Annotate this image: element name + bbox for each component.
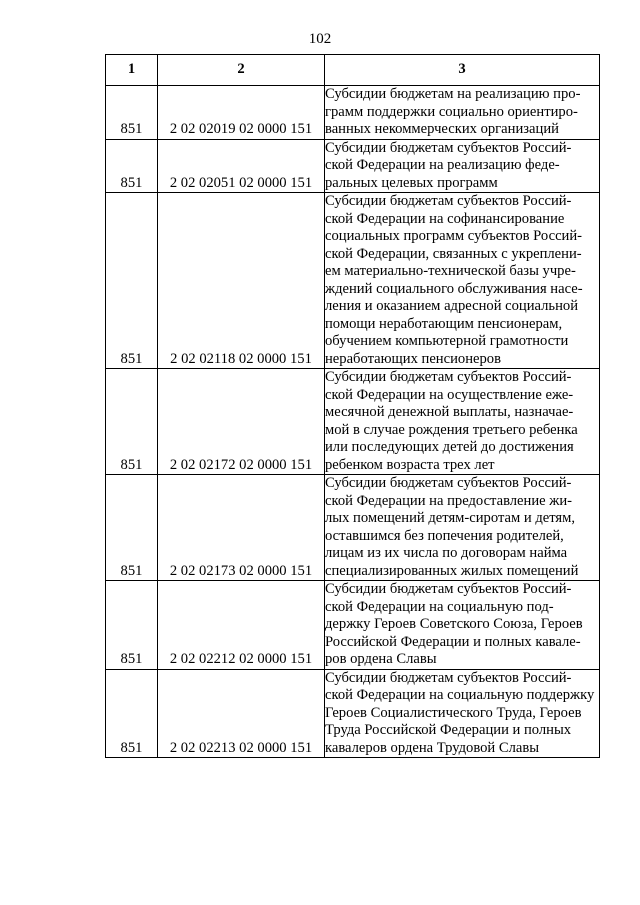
table-row: [106, 669, 600, 758]
table-header-row: [106, 55, 600, 86]
table-row: [106, 475, 600, 581]
description-line: кавалеров ордена Трудовой Славы: [325, 739, 540, 756]
description-line: ской Федерации, связанных с укреплени-: [325, 245, 582, 262]
description-line: ления и оказанием адресной социальной: [325, 298, 579, 314]
budget-classification-code-cell: 2 02 02019 02 0000 151: [158, 86, 325, 140]
description-line: Субсидии бюджетам субъектов Россий-: [325, 139, 572, 156]
description-line: ской Федерации на софинансирование: [325, 210, 565, 227]
description-line: Российской Федерации и полных кавале-: [325, 633, 581, 650]
table-row: [106, 369, 600, 475]
description-line: ской Федерации на осуществление еже-: [325, 386, 574, 403]
description-line: месячной денежной выплаты, назначае-: [325, 404, 574, 420]
admin-code-cell: 851: [106, 669, 158, 758]
description-line: держку Героев Советского Союза, Героев: [325, 616, 583, 632]
column-header-2: 2: [158, 55, 325, 86]
admin-code-cell: 851: [106, 86, 158, 140]
column-header-1: 1: [106, 55, 158, 86]
description-line: Субсидии бюджетам субъектов Россий-: [325, 369, 572, 385]
description-line: ждений социального обслуживания насе-: [325, 280, 583, 297]
description-line: Субсидии бюджетам субъектов Россий-: [325, 669, 572, 686]
description-line: ем материально-технической базы учре-: [325, 263, 576, 279]
description-line: Субсидии бюджетам субъектов Россий-: [325, 581, 572, 597]
description-line: Субсидии бюджетам на реализацию про-: [325, 86, 581, 102]
budget-classification-code-cell: 2 02 02173 02 0000 151: [158, 475, 325, 581]
revenue-description-cell: [325, 669, 600, 758]
description-line: лицам из их числа по договорам найма: [325, 545, 568, 561]
description-line: оставшимся без попечения родителей,: [325, 527, 564, 544]
admin-code-cell: 851: [106, 475, 158, 581]
admin-code-cell: 851: [106, 581, 158, 670]
admin-code-cell: 851: [106, 193, 158, 369]
admin-code-cell: 851: [106, 139, 158, 193]
table-row: [106, 581, 600, 670]
description-line: ванных некоммерческих организаций: [325, 121, 559, 137]
description-line: Субсидии бюджетам субъектов Россий-: [325, 475, 572, 491]
description-line: ребенком возраста трех лет: [325, 456, 495, 473]
description-line: Субсидии бюджетам субъектов Россий-: [325, 193, 572, 209]
description-line: Труда Российской Федерации и полных: [325, 722, 572, 738]
budget-codes-table: [105, 54, 600, 758]
description-line: ров ордена Славы: [325, 651, 437, 667]
admin-code-cell: 851: [106, 369, 158, 475]
description-line: обучением компьютерной грамотности: [325, 333, 569, 349]
description-line: ской Федерации на предоставление жи-: [325, 492, 573, 509]
description-line: лых помещений детям-сиротам и детям,: [325, 510, 576, 526]
revenue-description-cell: [325, 86, 600, 140]
budget-classification-code-cell: 2 02 02051 02 0000 151: [158, 139, 325, 193]
description-line: или последующих детей до достижения: [325, 439, 574, 455]
budget-classification-code-cell: 2 02 02213 02 0000 151: [158, 669, 325, 758]
description-line: ской Федерации на социальную под-: [325, 598, 554, 615]
revenue-description-cell: [325, 193, 600, 369]
revenue-description-cell: [325, 139, 600, 193]
revenue-description-cell: [325, 581, 600, 670]
description-line: грамм поддержки социально ориентиро-: [325, 103, 578, 120]
description-line: Героев Социалистического Труда, Героев: [325, 704, 582, 721]
page-number: 102: [308, 31, 332, 47]
description-line: ской Федерации на социальную поддержку: [325, 687, 595, 703]
budget-classification-code-cell: 2 02 02172 02 0000 151: [158, 369, 325, 475]
table-row: [106, 86, 600, 140]
description-line: ральных целевых программ: [325, 174, 498, 191]
revenue-description-cell: [325, 369, 600, 475]
description-line: мой в случае рождения третьего ребенка: [325, 421, 578, 438]
description-line: специализированных жилых помещений: [325, 562, 579, 579]
description-line: ской Федерации на реализацию феде-: [325, 157, 560, 173]
description-line: неработающих пенсионеров: [325, 350, 501, 367]
column-header-3: 3: [325, 55, 600, 86]
description-line: помощи неработающим пенсионерам,: [325, 315, 563, 332]
table-row: [106, 193, 600, 369]
table-row: [106, 139, 600, 193]
revenue-description-cell: [325, 475, 600, 581]
description-line: социальных программ субъектов Россий-: [325, 228, 583, 244]
budget-classification-code-cell: 2 02 02212 02 0000 151: [158, 581, 325, 670]
budget-classification-code-cell: 2 02 02118 02 0000 151: [158, 193, 325, 369]
